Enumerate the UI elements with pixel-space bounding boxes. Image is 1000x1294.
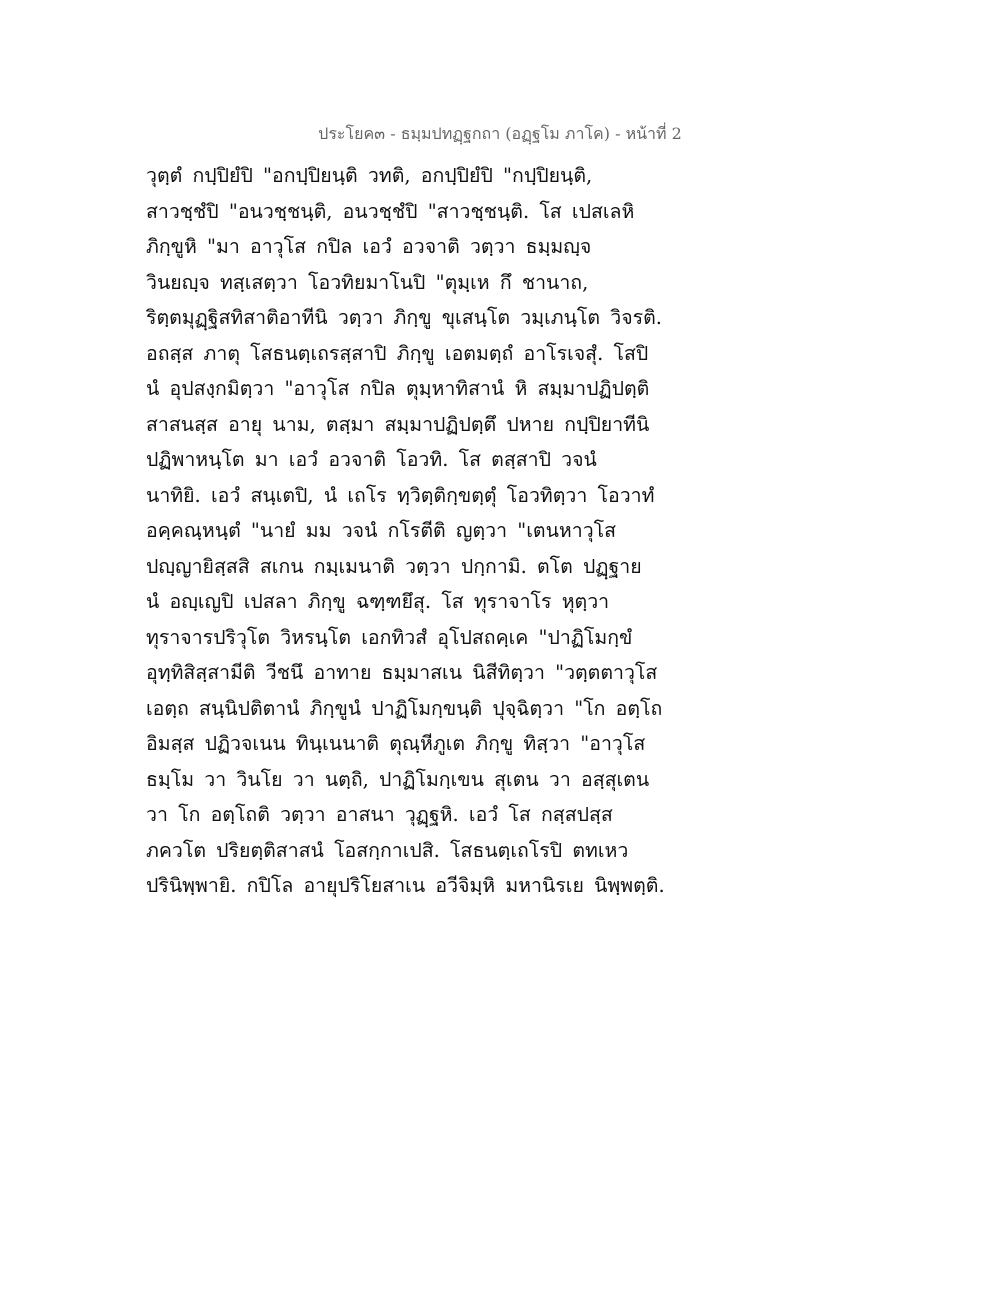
text-line: อถสฺส ภาตุ โสธนตฺเถรสฺสาปิ ภิกฺขู เอตมตฺถํ อาโรเจสุํ. โสปิ xyxy=(146,341,649,365)
text-line: ริตฺตมุฏฺฐิสทิสาติอาทีนิ วตฺวา ภิกฺขู ขุเสนฺโต วมฺเภนฺโต วิจรติ. xyxy=(146,306,662,329)
text-line: ภิกฺขูหิ "มา อาวุโส กปิล เอวํ อวจาติ วตฺวา ธมฺมญฺจ xyxy=(146,235,592,258)
text-line: ปรินิพฺพายิ. กปิโล อายุปริโยสาเน อวีจิมฺหิ มหานิรเย นิพฺพตฺติ. xyxy=(146,874,665,897)
text-line: วา โก อตฺโถติ วตฺวา อาสนา วุฏฺฐหิ. เอวํ โส กสฺสปสฺส xyxy=(146,803,613,826)
text-line: ทุราจารปริวุโต วิหรนฺโต เอกทิวสํ อุโปสถคฺเค "ปาฏิโมกฺขํ xyxy=(146,625,633,649)
text-line: อคฺคณฺหนฺตํ "นายํ มม วจนํ กโรตีติ ญตฺวา "เตนหาวุโส xyxy=(146,519,617,542)
text-line: เอตฺถ สนฺนิปติตานํ ภิกฺขูนํ ปาฏิโมกฺขนฺติ ปุจฺฉิตฺวา "โก อตฺโถ xyxy=(146,696,663,720)
text-line: ปฏิพาหนฺโต มา เอวํ อวจาติ โอวทิ. โส ตสฺสาปิ วจนํ xyxy=(146,448,597,471)
text-line: นาทิยิ. เอวํ สนฺเตปิ, นํ เถโร ทฺวิตฺติกฺขตฺตุํ โอวทิตฺวา โอวาทํ xyxy=(146,483,655,507)
running-header: ประโยค๓ - ธมฺมปทฏฺฐกถา (อฏฺฐโม ภาโค) - หน้าที่ 2 xyxy=(318,124,682,143)
text-line: สาวชฺชํปิ "อนวชฺชนฺติ, อนวชฺชํปิ "สาวชฺชนฺติ. โส เปสเลหิ xyxy=(146,199,635,223)
text-line: อุทฺทิสิสฺสามีติ วีชนึ อาทาย ธมฺมาสเน นิสีทิตฺวา "วตฺตตาวุโส xyxy=(146,661,658,684)
text-line: ปญฺญายิสฺสสิ สเกน กมฺเมนาติ วตฺวา ปกฺกามิ. ตโต ปฏฺฐาย xyxy=(146,554,642,578)
text-line: วินยญฺจ ทสฺเสตฺวา โอวทิยมาโนปิ "ตุมฺเห กึ ชานาถ, xyxy=(146,270,589,294)
text-line: ธมฺโม วา วินโย วา นตฺถิ, ปาฏิโมกฺเขน สุเตน วา อสฺสุเตน xyxy=(146,767,650,791)
text-line: อิมสฺส ปฏิวจเนน ทินฺเนนาติ ตุณฺหีภูเต ภิกฺขู ทิสฺวา "อาวุโส xyxy=(146,732,646,755)
text-line: วุตฺตํ กปฺปิยํปิ "อกปฺปิยนฺติ วทติ, อกปฺปิยํปิ "กปฺปิยนฺติ, xyxy=(146,164,593,187)
text-line: ภควโต ปริยตฺติสาสนํ โอสกฺกาเปสิ. โสธนตฺเถโรปิ ตทเหว xyxy=(146,838,629,862)
text-line: นํ อุปสงฺกมิตฺวา "อาวุโส กปิล ตุมฺหาทิสานํ หิ สมฺมาปฏิปตฺติ xyxy=(146,377,650,400)
text-line: นํ อญฺเญปิ เปสลา ภิกฺขู ฉฑฺฑยึสุ. โส ทุราจาโร หุตฺวา xyxy=(146,590,610,613)
text-line: สาสนสฺส อายุ นาม, ตสฺมา สมฺมาปฏิปตฺตึ ปหาย กปฺปิยาทีนิ xyxy=(146,412,650,436)
body-text xyxy=(146,158,706,904)
